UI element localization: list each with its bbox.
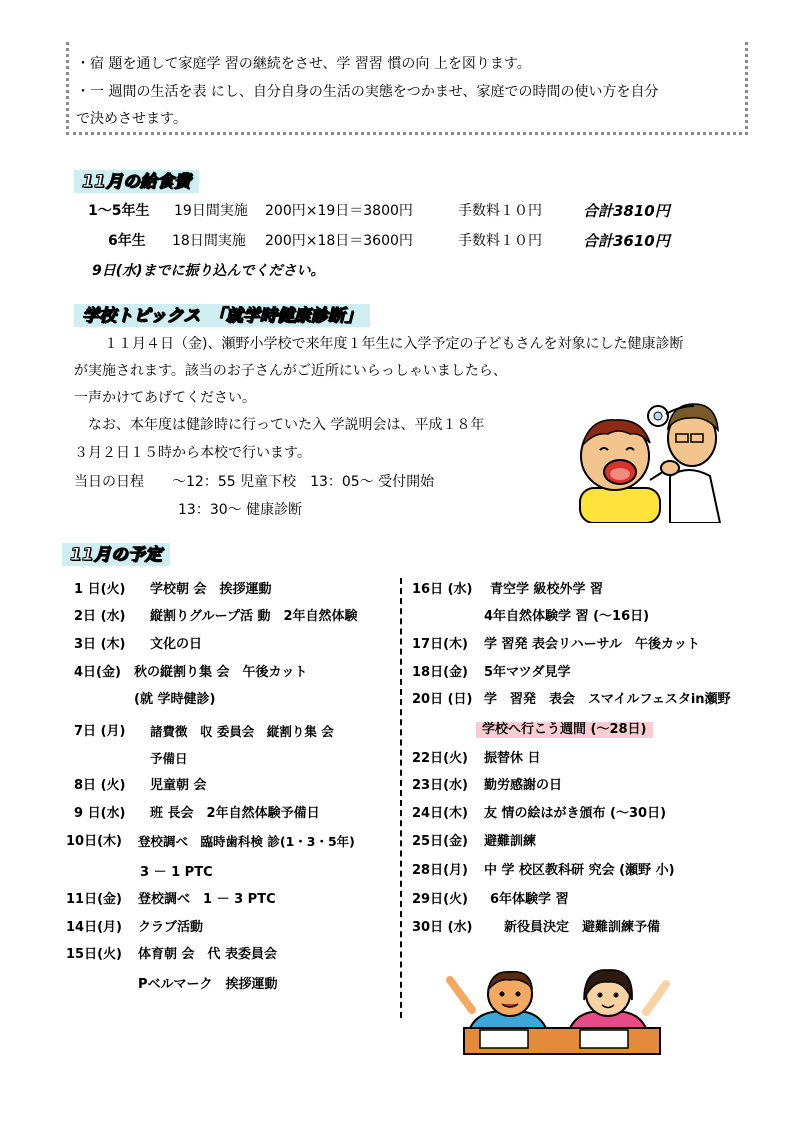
topics-p2-line2: ３月２日１５時から本校で行います。 bbox=[74, 445, 311, 461]
schedule-left-date: 14日(月) bbox=[66, 920, 122, 935]
schedule-right-event: 5年マツダ見学 bbox=[484, 665, 571, 680]
schedule-left-date: 15日(火) bbox=[66, 947, 122, 962]
lunch-row1-fee: 手数料１０円 bbox=[458, 203, 542, 219]
schedule-right-event: 6年体験学 習 bbox=[490, 892, 569, 907]
schedule-right-date: 25日(金) bbox=[412, 834, 468, 849]
schedule-right-event: 青空学 級校外学 習 bbox=[490, 582, 604, 597]
topics-p1-line3: 一声かけてあげてください。 bbox=[74, 390, 256, 406]
intro-line-2: ・一 週間の生活を表 にし、自分自身の生活の実態をつかませ、家庭での時間の使い方を自分 bbox=[76, 84, 659, 100]
schedule-left-event: 班 長会 2年自然体験予備日 bbox=[150, 806, 320, 821]
lunch-title: 11月の給食費 bbox=[74, 170, 199, 193]
schedule-title: 11月の予定 bbox=[62, 543, 170, 566]
schedule-left-date: 7日 (月) bbox=[74, 724, 126, 739]
lunch-row2-days: 18日間実施 bbox=[172, 233, 246, 249]
schedule-left-event: 登校調べ 1 － 3 PTC bbox=[138, 892, 276, 907]
schedule-left-date: 2日 (水) bbox=[74, 609, 126, 624]
schedule-left-date: 11日(金) bbox=[66, 892, 122, 907]
schedule-right-date: 30日 (水) bbox=[412, 920, 473, 935]
schedule-left-event: 秋の縦割り集 会 午後カット bbox=[134, 665, 308, 680]
topics-p2-line4: 13：30～ 健康診断 bbox=[178, 502, 303, 518]
school-week-banner: 学校へ行こう週間 (～28日) bbox=[476, 722, 653, 738]
schedule-right-event: 勤労感謝の日 bbox=[484, 778, 563, 793]
lunch-row2-calc: 200円×18日＝3600円 bbox=[265, 233, 413, 249]
lunch-row2-fee: 手数料１０円 bbox=[458, 233, 542, 249]
kids-studying-illustration bbox=[440, 960, 680, 1062]
schedule-left-date: 1 日(火) bbox=[74, 582, 126, 597]
schedule-right-event: 避難訓練 bbox=[484, 834, 537, 849]
intro-line-3: で決めさせます。 bbox=[76, 111, 187, 127]
topics-p2-line1: なお、本年度は健診時に行っていた入 学説明会は、平成１８年 bbox=[88, 417, 485, 433]
schedule-right-event: 4年自然体験学 習 (～16日) bbox=[484, 609, 650, 624]
schedule-left-event: 学校朝 会 挨拶運動 bbox=[150, 582, 272, 597]
schedule-right-event: 学 習発 表会 スマイルフェスタin瀬野 bbox=[484, 692, 731, 707]
schedule-left-event: 児童朝 会 bbox=[150, 778, 207, 793]
lunch-deadline: 9日(水)までに振り込んでください。 bbox=[92, 263, 325, 279]
schedule-right-date: 20日 (日) bbox=[412, 692, 473, 707]
lunch-row1-grade: 1～5年生 bbox=[88, 203, 150, 219]
schedule-right-date: 28日(月) bbox=[412, 863, 468, 878]
schedule-left-event: Pベルマーク 挨拶運動 bbox=[138, 977, 278, 992]
lunch-row2-total: 合計3610円 bbox=[583, 232, 670, 250]
schedule-left-date: 3日 (木) bbox=[74, 637, 126, 652]
schedule-right-event: 学 習発 表会リハーサル 午後カット bbox=[484, 637, 700, 652]
schedule-right-event: 中 学 校区教科研 究会 (瀬野 小) bbox=[484, 863, 675, 878]
schedule-divider bbox=[400, 578, 402, 1018]
schedule-right-date: 22日(火) bbox=[412, 751, 468, 766]
schedule-left-date: 9 日(水) bbox=[74, 806, 126, 821]
schedule-left-event: 縦割りグループ活 動 2年自然体験 bbox=[150, 609, 358, 624]
schedule-right-event: 友 情の絵はがき頒布 (～30日) bbox=[484, 806, 667, 821]
schedule-right-date: 29日(火) bbox=[412, 892, 468, 907]
schedule-right-event: 新役員決定 避難訓練予備 bbox=[504, 920, 661, 935]
schedule-left-event: (就 学時健診) bbox=[134, 692, 216, 707]
doctor-checkup-illustration bbox=[570, 388, 730, 523]
intro-line-1: ・宿 題を通して家庭学 習の継続をさせ、学 習習 慣の向 上を図ります。 bbox=[76, 56, 531, 72]
lunch-row2-grade: 6年生 bbox=[108, 233, 146, 249]
schedule-left-event: 諸費徴 収 委員会 縦割り集 会 bbox=[150, 724, 334, 739]
lunch-row1-calc: 200円×19日＝3800円 bbox=[265, 203, 413, 219]
lunch-row1-total: 合計3810円 bbox=[583, 202, 670, 220]
schedule-left-event: 体育朝 会 代 表委員会 bbox=[138, 947, 278, 962]
schedule-right-date: 17日(木) bbox=[412, 637, 468, 652]
schedule-left-event: クラブ活動 bbox=[138, 920, 204, 935]
topics-p1-line1: １１月４日（金)、瀬野小学校で来年度１年生に入学予定の子どもさんを対象にした健康診断 bbox=[104, 336, 684, 352]
topics-title: 学校トピックス 「就学時健康診断」 bbox=[74, 304, 370, 327]
schedule-left-event: 予備日 bbox=[150, 751, 188, 766]
schedule-left-event: 登校調べ 臨時歯科検 診(1・3・5年) bbox=[138, 834, 355, 849]
schedule-left-date: 4日(金) bbox=[74, 665, 121, 680]
schedule-right-date: 23日(水) bbox=[412, 778, 468, 793]
schedule-right-date: 18日(金) bbox=[412, 665, 468, 680]
topics-p2-line3: 当日の日程 ～12：55 児童下校 13：05～ 受付開始 bbox=[74, 474, 435, 490]
schedule-right-date: 16日 (水) bbox=[412, 582, 473, 597]
lunch-row1-days: 19日間実施 bbox=[174, 203, 248, 219]
schedule-left-date: 10日(木) bbox=[66, 834, 122, 849]
topics-p1-line2: が実施されます。該当のお子さんがご近所にいらっしゃいましたら、 bbox=[74, 363, 507, 379]
schedule-right-date: 24日(木) bbox=[412, 806, 468, 821]
schedule-left-event: 3 － 1 PTC bbox=[140, 865, 213, 880]
schedule-left-date: 8日 (火) bbox=[74, 778, 126, 793]
schedule-left-event: 文化の日 bbox=[150, 637, 203, 652]
schedule-right-event: 振替休 日 bbox=[484, 751, 541, 766]
